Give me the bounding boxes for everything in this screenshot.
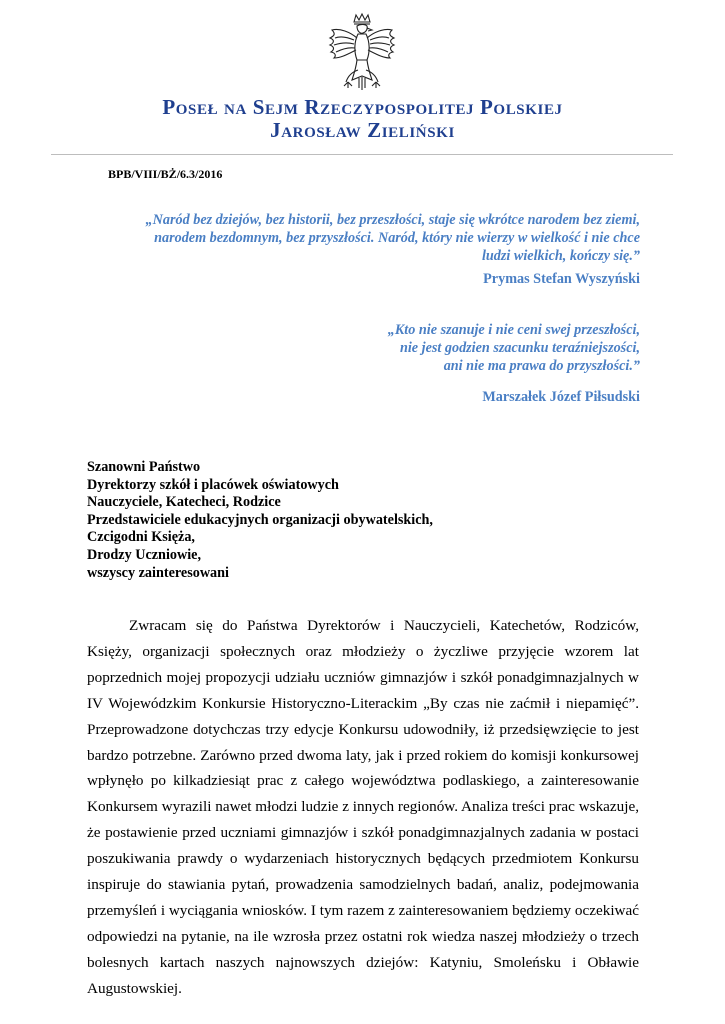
quote-2-line: „Kto nie szanuje i nie ceni swej przeszłości, [387,322,640,338]
salutation-line: Nauczyciele, Katecheci, Rodzice [87,494,281,511]
body-paragraph: Zwracam się do Państwa Dyrektorów i Nauczycieli, Katechetów, Rodziców, Księży, organizacji społecznych oraz młodzieży o życzliwe przyjęcie wzorem lat poprzednich mojej propozycji udziału uczniów gimnazjów i szkół ponadgimnazjalnych w IV Wojewódzkim Konkursie Historyczno-Literackim „By czas nie zaćmił i niepamięć”. Przeprowadzone dotychczas trzy edycje Konkursu udowodniły, iż przedsięwzięcie to jest bardzo potrzebne. Zarówno przed dwoma laty, jak i przed rokiem do komisji konkursowej wpłynęło po kilkadziesiąt prac z całego województwa podlaskiego, a zainteresowanie Konkursem wyrazili nawet młodzi ludzie z innych regionów. Analiza treści prac wskazuje, że postawienie przed uczniami gimnazjów i szkół ponadgimnazjalnych zadania w postaci poszukiwania prawdy o wydarzeniach historycznych będących przedmiotem Konkursu inspiruje do stawiania pytań, prowadzenia samodzielnych badań, analiz, podejmowania przemyśleń i wyciągania wniosków. I tym razem z zainteresowaniem będziemy oczekiwać odpowiedzi na pytanie, na ile wzrosła przez ostatni rok wiedza naszej młodzieży o trzech bolesnych kartach naszych najnowszych dziejów: Katyniu, Smoleńsku i Obławie Augustowskiej. [87,617,639,997]
salutation-line: Drodzy Uczniowie, [87,546,202,563]
quote-2-line: ani nie ma prawa do przyszłości.” [443,358,640,374]
document-reference-number: BPB/VIII/BŻ/6.3/2016 [108,167,223,181]
salutation-line: Szanowni Państwo [87,459,201,475]
quote-2-line: nie jest godzien szacunku teraźniejszości, [399,340,640,356]
salutation-line: Czcigodni Księża, [87,529,195,546]
salutation-line: wszyscy zainteresowani [87,564,229,581]
salutation-line: Przedstawiciele edukacyjnych organizacji obywatelskich, [87,511,433,528]
salutation-block [87,459,433,582]
quote-2-author: Marszałek Józef Piłsudski [482,389,640,405]
quote-2 [310,321,640,375]
header-title-line2: Jarosław Zieliński [270,118,455,142]
salutation-line: Dyrektorzy szkół i placówek oświatowych [87,476,339,493]
polish-eagle-emblem-icon [326,12,398,92]
quote-1-author: Prymas Stefan Wyszyński [483,271,640,287]
quote-1-line: ludzi wielkich, kończy się.” [481,248,640,264]
header-title-line1: Poseł na Sejm Rzeczypospolitej Polskiej [162,95,563,119]
letter-body [87,613,639,1002]
quote-1 [80,211,640,265]
quote-1-line: narodem bezdomnym, bez przyszłości. Naród, który nie wierzy w wielkość i nie chce [154,230,640,246]
quote-1-line: „Naród bez dziejów, bez historii, bez przeszłości, staje się wkrótce narodem bez ziemi, [145,212,640,228]
header-divider [51,154,673,155]
